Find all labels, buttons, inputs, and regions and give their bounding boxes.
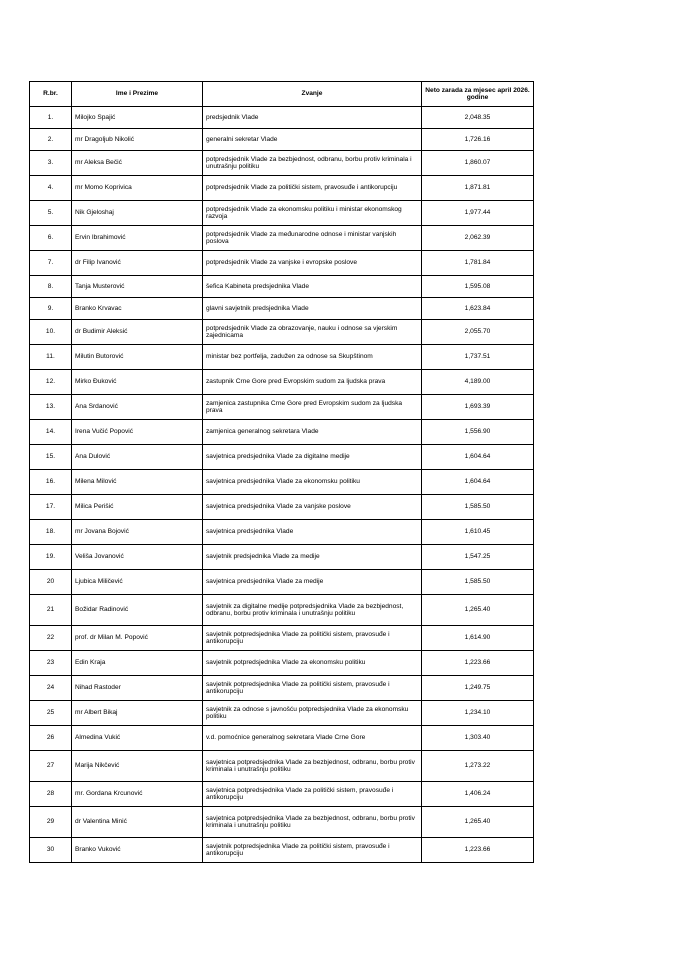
cell-rb: 13. (30, 395, 72, 420)
cell-zvanje: savjetnik potpredsjednika Vlade za politički sistem, pravosuđe i antikorupciju (203, 676, 422, 701)
cell-ime: mr Jovana Bojović (72, 520, 203, 545)
cell-zvanje: potpredsjednik Vlade za bezbjednost, odbranu, borbu protiv kriminala i unutrašnju politiku (203, 151, 422, 176)
cell-ime: Mirko Đuković (72, 370, 203, 395)
header-ime: Ime i Prezime (72, 82, 203, 107)
cell-rb: 5. (30, 201, 72, 226)
cell-ime: mr Dragoljub Nikolić (72, 129, 203, 151)
table-row (30, 782, 534, 807)
cell-neto: 2,055.70 (422, 320, 534, 345)
cell-rb: 25 (30, 701, 72, 726)
cell-neto: 1,265.40 (422, 595, 534, 626)
table-row (30, 751, 534, 782)
cell-neto: 1,303.40 (422, 726, 534, 751)
cell-neto: 1,737.51 (422, 345, 534, 370)
cell-rb: 30 (30, 838, 72, 863)
cell-rb: 9. (30, 298, 72, 320)
cell-zvanje: savjetnica predsjednika Vlade za medije (203, 570, 422, 595)
table-row (30, 420, 534, 445)
cell-rb: 2. (30, 129, 72, 151)
cell-neto: 1,860.07 (422, 151, 534, 176)
cell-ime: Nik Gjeloshaj (72, 201, 203, 226)
cell-neto: 1,604.64 (422, 445, 534, 470)
cell-rb: 20 (30, 570, 72, 595)
cell-neto: 2,048.35 (422, 107, 534, 129)
salary-table (29, 81, 534, 863)
cell-zvanje: ministar bez portfelja, zadužen za odnose sa Skupštinom (203, 345, 422, 370)
cell-ime: Milutin Butorović (72, 345, 203, 370)
cell-ime: mr Aleksa Bečić (72, 151, 203, 176)
cell-neto: 1,406.24 (422, 782, 534, 807)
table-row (30, 201, 534, 226)
cell-zvanje: v.d. pomoćnice generalnog sekretara Vlade Crne Gore (203, 726, 422, 751)
cell-neto: 1,585.50 (422, 495, 534, 520)
cell-rb: 17. (30, 495, 72, 520)
cell-neto: 1,273.22 (422, 751, 534, 782)
table-row (30, 807, 534, 838)
table-row (30, 226, 534, 251)
cell-ime: Branko Vuković (72, 838, 203, 863)
cell-ime: Marija Nikčević (72, 751, 203, 782)
table-row (30, 176, 534, 201)
cell-zvanje: savjetnik predsjednika Vlade za medije (203, 545, 422, 570)
cell-zvanje: savjetnik za odnose s javnošću potpredsjednika Vlade za ekonomsku politiku (203, 701, 422, 726)
cell-rb: 24 (30, 676, 72, 701)
cell-ime: Irena Vučić Popović (72, 420, 203, 445)
table-row (30, 129, 534, 151)
table-row (30, 151, 534, 176)
cell-ime: Ervin Ibrahimović (72, 226, 203, 251)
table-row (30, 726, 534, 751)
cell-neto: 1,693.39 (422, 395, 534, 420)
cell-rb: 15. (30, 445, 72, 470)
cell-ime: dr Valentina Minić (72, 807, 203, 838)
table-row (30, 651, 534, 676)
cell-ime: dr Filip Ivanović (72, 251, 203, 276)
cell-neto: 1,223.66 (422, 838, 534, 863)
cell-zvanje: glavni savjetnik predsjednika Vlade (203, 298, 422, 320)
cell-ime: Milica Perišić (72, 495, 203, 520)
cell-zvanje: savjetnik potpredsjednika Vlade za ekonomsku politiku (203, 651, 422, 676)
cell-zvanje: savjetnica predsjednika Vlade (203, 520, 422, 545)
table-row (30, 470, 534, 495)
cell-rb: 21 (30, 595, 72, 626)
table-row (30, 520, 534, 545)
cell-zvanje: savjetnik potpredsjednika Vlade za politički sistem, pravosuđe i antikorupciju (203, 626, 422, 651)
table-row (30, 395, 534, 420)
cell-neto: 1,781.84 (422, 251, 534, 276)
cell-zvanje: savjetnica predsjednika Vlade za vanjske poslove (203, 495, 422, 520)
cell-neto: 1,871.81 (422, 176, 534, 201)
table-row (30, 445, 534, 470)
table-row (30, 495, 534, 520)
table-row (30, 320, 534, 345)
table-row (30, 370, 534, 395)
cell-neto: 1,604.64 (422, 470, 534, 495)
cell-rb: 1. (30, 107, 72, 129)
cell-ime: Veliša Jovanović (72, 545, 203, 570)
cell-rb: 23 (30, 651, 72, 676)
cell-ime: Ana Srdanović (72, 395, 203, 420)
cell-rb: 12. (30, 370, 72, 395)
table-row (30, 107, 534, 129)
cell-zvanje: savjetnica potpredsjednika Vlade za politički sistem, pravosuđe i antikorupciju (203, 782, 422, 807)
table-row (30, 626, 534, 651)
cell-ime: prof. dr Milan M. Popović (72, 626, 203, 651)
cell-zvanje: savjetnik za digitalne medije potpredsjednika Vlade za bezbjednost, odbranu, borbu protiv kriminala i unutrašnju politiku (203, 595, 422, 626)
cell-zvanje: savjetnica potpredsjednika Vlade za bezbjednost, odbranu, borbu protiv kriminala i unutrašnju politiku (203, 751, 422, 782)
cell-zvanje: potpredsjednik Vlade za međunarodne odnose i ministar vanjskih poslova (203, 226, 422, 251)
cell-neto: 1,249.75 (422, 676, 534, 701)
cell-rb: 3. (30, 151, 72, 176)
cell-ime: Božidar Radinović (72, 595, 203, 626)
cell-neto: 4,189.00 (422, 370, 534, 395)
cell-ime: mr. Gordana Krcunović (72, 782, 203, 807)
cell-rb: 16. (30, 470, 72, 495)
cell-zvanje: potpredsjednik Vlade za obrazovanje, nauku i odnose sa vjerskim zajednicama (203, 320, 422, 345)
cell-rb: 4. (30, 176, 72, 201)
header-rb: R.br. (30, 82, 72, 107)
cell-zvanje: potpredsjednik Vlade za vanjske i evropske poslove (203, 251, 422, 276)
table-row (30, 345, 534, 370)
table-row (30, 701, 534, 726)
cell-ime: Nihad Rastoder (72, 676, 203, 701)
cell-neto: 1,234.10 (422, 701, 534, 726)
header-neto: Neto zarada za mjesec april 2026. godine (422, 82, 534, 107)
table-row (30, 838, 534, 863)
table-row (30, 570, 534, 595)
cell-ime: Milena Milović (72, 470, 203, 495)
cell-zvanje: šefica Kabineta predsjednika Vlade (203, 276, 422, 298)
cell-neto: 1,977.44 (422, 201, 534, 226)
cell-rb: 22 (30, 626, 72, 651)
cell-zvanje: potpredsjednik Vlade za ekonomsku politiku i ministar ekonomskog razvoja (203, 201, 422, 226)
cell-zvanje: savjetnica potpredsjednika Vlade za bezbjednost, odbranu, borbu protiv kriminala i unutrašnju politiku (203, 807, 422, 838)
cell-rb: 8. (30, 276, 72, 298)
cell-rb: 27 (30, 751, 72, 782)
cell-rb: 29 (30, 807, 72, 838)
cell-neto: 1,223.66 (422, 651, 534, 676)
cell-ime: Almedina Vukić (72, 726, 203, 751)
cell-ime: mr Momo Koprivica (72, 176, 203, 201)
cell-zvanje: savjetnica predsjednika Vlade za ekonomsku politiku (203, 470, 422, 495)
table-row (30, 595, 534, 626)
cell-neto: 1,556.90 (422, 420, 534, 445)
header-zvanje: Zvanje (203, 82, 422, 107)
cell-ime: dr Budimir Aleksić (72, 320, 203, 345)
cell-rb: 26 (30, 726, 72, 751)
cell-zvanje: predsjednik Vlade (203, 107, 422, 129)
cell-ime: Branko Krvavac (72, 298, 203, 320)
table-row (30, 298, 534, 320)
table-row (30, 276, 534, 298)
cell-rb: 10. (30, 320, 72, 345)
cell-neto: 1,585.50 (422, 570, 534, 595)
cell-ime: mr Albert Bikaj (72, 701, 203, 726)
cell-rb: 19. (30, 545, 72, 570)
cell-ime: Edin Kraja (72, 651, 203, 676)
cell-neto: 1,726.16 (422, 129, 534, 151)
cell-rb: 6. (30, 226, 72, 251)
cell-zvanje: savjetnica predsjednika Vlade za digitalne medije (203, 445, 422, 470)
cell-zvanje: savjetnik potpredsjednika Vlade za politički sistem, pravosuđe i antikorupciju (203, 838, 422, 863)
cell-neto: 1,614.90 (422, 626, 534, 651)
cell-ime: Milojko Spajić (72, 107, 203, 129)
table-row (30, 676, 534, 701)
cell-rb: 7. (30, 251, 72, 276)
cell-rb: 11. (30, 345, 72, 370)
cell-neto: 1,623.84 (422, 298, 534, 320)
cell-ime: Ljubica Miličević (72, 570, 203, 595)
cell-rb: 18. (30, 520, 72, 545)
cell-zvanje: generalni sekretar Vlade (203, 129, 422, 151)
cell-neto: 1,547.25 (422, 545, 534, 570)
cell-zvanje: zamjenica zastupnika Crne Gore pred Evropskim sudom za ljudska prava (203, 395, 422, 420)
cell-neto: 1,595.08 (422, 276, 534, 298)
cell-zvanje: zamjenica generalnog sekretara Vlade (203, 420, 422, 445)
cell-zvanje: zastupnik Crne Gore pred Evropskim sudom za ljudska prava (203, 370, 422, 395)
cell-zvanje: potpredsjednik Vlade za politički sistem, pravosuđe i antikorupciju (203, 176, 422, 201)
table-row (30, 545, 534, 570)
cell-rb: 28 (30, 782, 72, 807)
cell-ime: Tanja Musterović (72, 276, 203, 298)
cell-rb: 14. (30, 420, 72, 445)
cell-neto: 2,062.39 (422, 226, 534, 251)
table-header-row (30, 82, 534, 107)
cell-neto: 1,610.45 (422, 520, 534, 545)
cell-neto: 1,265.40 (422, 807, 534, 838)
table-row (30, 251, 534, 276)
cell-ime: Ana Dulović (72, 445, 203, 470)
